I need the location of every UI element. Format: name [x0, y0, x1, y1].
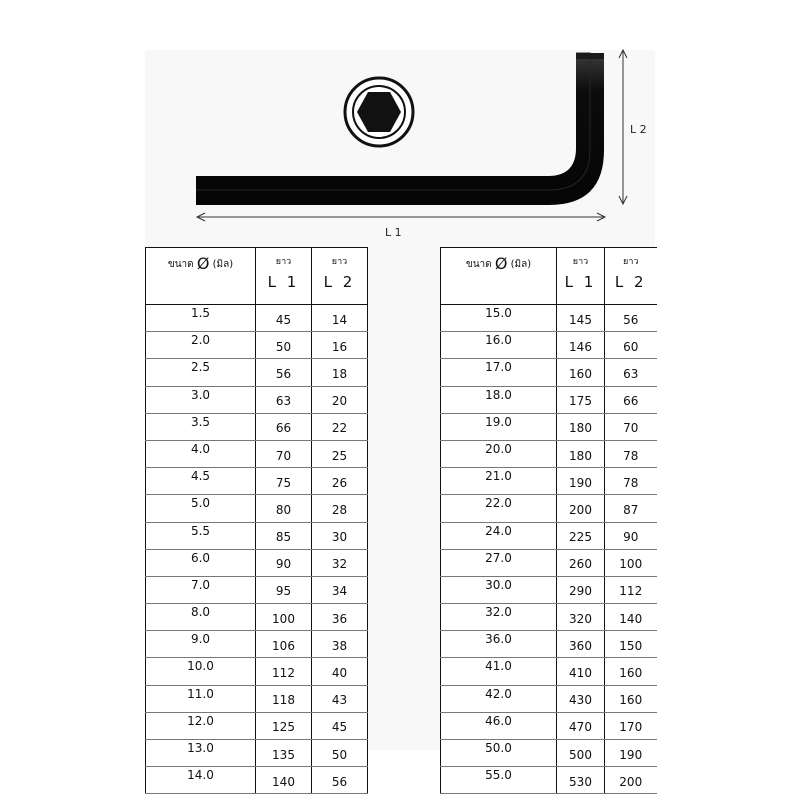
l2-cell: 63 [605, 359, 657, 386]
l2-cell: 38 [312, 631, 368, 658]
l2-dimension-arrow [619, 50, 627, 204]
l2-column-header: ยาว L 2 [605, 248, 657, 305]
l1-cell: 410 [557, 658, 605, 685]
size-cell: 41.0 [441, 658, 557, 685]
l2-cell: 160 [605, 658, 657, 685]
l2-label: L 2 [630, 123, 647, 136]
size-cell: 21.0 [441, 468, 557, 495]
l2-cell: 14 [312, 305, 368, 332]
l1-cell: 225 [557, 522, 605, 549]
table-row [441, 767, 657, 794]
l2-cell: 112 [605, 576, 657, 603]
table-row [441, 522, 657, 549]
l2-cell: 18 [312, 359, 368, 386]
size-cell: 27.0 [441, 549, 557, 576]
size-cell: 19.0 [441, 413, 557, 440]
diameter-symbol: Ø [196, 254, 210, 273]
l1-cell: 500 [557, 740, 605, 767]
l1-cell: 190 [557, 468, 605, 495]
l2-cell: 26 [312, 468, 368, 495]
size-column-header: ขนาด Ø (มิล) [146, 248, 256, 305]
size-cell: 42.0 [441, 685, 557, 712]
size-cell: 32.0 [441, 604, 557, 631]
table-row [146, 658, 368, 685]
l2-cell: 190 [605, 740, 657, 767]
l1-cell: 135 [256, 740, 312, 767]
table-row [441, 386, 657, 413]
size-cell: 50.0 [441, 740, 557, 767]
l1-cell: 145 [557, 305, 605, 332]
size-cell: 5.5 [146, 522, 256, 549]
table-row [146, 631, 368, 658]
l1-cell: 66 [256, 413, 312, 440]
table-row [441, 740, 657, 767]
l1-cell: 175 [557, 386, 605, 413]
l1-cell: 106 [256, 631, 312, 658]
l1-cell: 90 [256, 549, 312, 576]
size-cell: 4.0 [146, 440, 256, 467]
l1-dimension-arrow [197, 213, 605, 221]
size-cell: 9.0 [146, 631, 256, 658]
l1-cell: 260 [557, 549, 605, 576]
l2-cell: 78 [605, 468, 657, 495]
l2-cell: 25 [312, 440, 368, 467]
table-row [146, 413, 368, 440]
l1-cell: 180 [557, 440, 605, 467]
size-table-right-body [441, 305, 657, 794]
table-row [441, 631, 657, 658]
table-header-row [146, 248, 368, 305]
l1-column-header: ยาว L 1 [256, 248, 312, 305]
size-cell: 1.5 [146, 305, 256, 332]
l2-cell: 150 [605, 631, 657, 658]
table-row [146, 359, 368, 386]
l2-cell: 36 [312, 604, 368, 631]
table-row [146, 522, 368, 549]
table-row [441, 712, 657, 739]
l2-cell: 20 [312, 386, 368, 413]
l2-cell: 78 [605, 440, 657, 467]
l2-column-header: ยาว L 2 [312, 248, 368, 305]
table-row [146, 549, 368, 576]
table-row [146, 495, 368, 522]
diameter-symbol: Ø [494, 254, 508, 273]
size-table-left-body [146, 305, 368, 794]
l1-cell: 290 [557, 576, 605, 603]
size-cell: 30.0 [441, 576, 557, 603]
size-table-right [440, 247, 657, 794]
l1-cell: 430 [557, 685, 605, 712]
table-row [441, 576, 657, 603]
l1-cell: 45 [256, 305, 312, 332]
l2-cell: 50 [312, 740, 368, 767]
size-table-left [145, 247, 368, 794]
size-cell: 16.0 [441, 332, 557, 359]
size-cell: 22.0 [441, 495, 557, 522]
table-row [146, 712, 368, 739]
l1-cell: 95 [256, 576, 312, 603]
table-row [146, 332, 368, 359]
l2-cell: 56 [312, 767, 368, 794]
size-cell: 12.0 [146, 712, 256, 739]
l2-cell: 170 [605, 712, 657, 739]
l2-cell: 28 [312, 495, 368, 522]
table-row [441, 549, 657, 576]
l2-cell: 45 [312, 712, 368, 739]
table-row [146, 468, 368, 495]
size-cell: 46.0 [441, 712, 557, 739]
l2-cell: 16 [312, 332, 368, 359]
size-cell: 7.0 [146, 576, 256, 603]
l2-cell: 140 [605, 604, 657, 631]
hex-key-cross-section-icon [345, 78, 413, 146]
size-cell: 55.0 [441, 767, 557, 794]
l1-cell: 125 [256, 712, 312, 739]
table-row [441, 495, 657, 522]
l1-cell: 360 [557, 631, 605, 658]
l1-cell: 85 [256, 522, 312, 549]
size-cell: 10.0 [146, 658, 256, 685]
l1-cell: 70 [256, 440, 312, 467]
table-row [441, 685, 657, 712]
table-row [146, 576, 368, 603]
table-row [441, 440, 657, 467]
size-cell: 6.0 [146, 549, 256, 576]
l1-cell: 200 [557, 495, 605, 522]
table-row [441, 413, 657, 440]
hex-key-diagram [0, 0, 800, 245]
l2-cell: 70 [605, 413, 657, 440]
l1-cell: 100 [256, 604, 312, 631]
size-cell: 24.0 [441, 522, 557, 549]
table-row [146, 767, 368, 794]
l2-cell: 66 [605, 386, 657, 413]
l2-cell: 32 [312, 549, 368, 576]
l2-cell: 30 [312, 522, 368, 549]
size-cell: 3.0 [146, 386, 256, 413]
table-row [441, 359, 657, 386]
l2-cell: 100 [605, 549, 657, 576]
l1-cell: 470 [557, 712, 605, 739]
l1-cell: 320 [557, 604, 605, 631]
table-row [441, 468, 657, 495]
table-row [146, 740, 368, 767]
l1-cell: 118 [256, 685, 312, 712]
l1-cell: 140 [256, 767, 312, 794]
table-row [441, 658, 657, 685]
l1-cell: 80 [256, 495, 312, 522]
l2-cell: 34 [312, 576, 368, 603]
size-cell: 20.0 [441, 440, 557, 467]
table-row [441, 305, 657, 332]
table-row [146, 440, 368, 467]
l2-cell: 56 [605, 305, 657, 332]
size-cell: 3.5 [146, 413, 256, 440]
l1-cell: 75 [256, 468, 312, 495]
l1-label: L 1 [385, 226, 402, 239]
l1-cell: 50 [256, 332, 312, 359]
table-row [441, 604, 657, 631]
l2-cell: 22 [312, 413, 368, 440]
l1-cell: 180 [557, 413, 605, 440]
size-cell: 18.0 [441, 386, 557, 413]
l1-cell: 146 [557, 332, 605, 359]
table-row [146, 386, 368, 413]
size-cell: 14.0 [146, 767, 256, 794]
size-cell: 11.0 [146, 685, 256, 712]
l2-cell: 200 [605, 767, 657, 794]
table-row [146, 685, 368, 712]
table-header-row [441, 248, 657, 305]
l1-cell: 530 [557, 767, 605, 794]
size-cell: 17.0 [441, 359, 557, 386]
l2-cell: 87 [605, 495, 657, 522]
size-cell: 2.5 [146, 359, 256, 386]
size-cell: 5.0 [146, 495, 256, 522]
l2-cell: 43 [312, 685, 368, 712]
size-cell: 36.0 [441, 631, 557, 658]
table-row [146, 305, 368, 332]
size-cell: 8.0 [146, 604, 256, 631]
l1-column-header: ยาว L 1 [557, 248, 605, 305]
size-cell: 13.0 [146, 740, 256, 767]
table-row [146, 604, 368, 631]
l2-cell: 40 [312, 658, 368, 685]
size-cell: 2.0 [146, 332, 256, 359]
size-column-header: ขนาด Ø (มิล) [441, 248, 557, 305]
l1-cell: 112 [256, 658, 312, 685]
l1-cell: 63 [256, 386, 312, 413]
table-row [441, 332, 657, 359]
l2-cell: 160 [605, 685, 657, 712]
l2-cell: 90 [605, 522, 657, 549]
l1-cell: 160 [557, 359, 605, 386]
size-cell: 15.0 [441, 305, 557, 332]
l1-cell: 56 [256, 359, 312, 386]
l2-cell: 60 [605, 332, 657, 359]
size-cell: 4.5 [146, 468, 256, 495]
